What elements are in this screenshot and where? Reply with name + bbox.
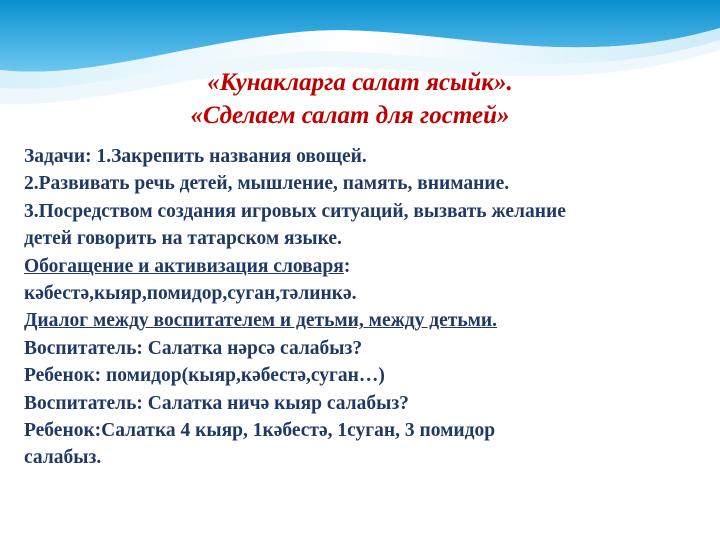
dialog-line-1: Воспитатель: Салатка нәрсә салабыз? bbox=[24, 337, 363, 359]
tasks-line-2: 2.Развивать речь детей, мышление, память, внимание. bbox=[24, 173, 510, 195]
dialog-line-4-continued: салабыз. bbox=[24, 447, 102, 469]
vocabulary-colon: : bbox=[343, 255, 351, 277]
tasks-line-3-continued: детей говорить на татарском языке. bbox=[24, 228, 342, 250]
vocabulary-words: кәбестә,кыяр,помидор,суган,тәлинкә. bbox=[24, 283, 357, 305]
title-line-tatar: «Кунакларга салат ясыйк». bbox=[207, 69, 513, 96]
slide-title bbox=[0, 66, 720, 132]
tasks-line-3: 3.Посредством создания игровых ситуаций, вызвать желание bbox=[24, 200, 566, 222]
dialog-line-4: Ребенок:Салатка 4 кыяр, 1кәбестә, 1суган, 3 помидор bbox=[24, 420, 496, 442]
vocabulary-heading-line bbox=[24, 253, 704, 280]
vocabulary-heading: Обогащение и активизация словаря bbox=[24, 255, 344, 277]
tasks-line-1: Задачи: 1.Закрепить названия овощей. bbox=[24, 146, 367, 167]
dialog-heading: Диалог между воспитателем и детьми, между детьми. bbox=[24, 310, 498, 332]
dialog-line-3: Воспитатель: Салатка ничә кыяр салабыз? bbox=[24, 392, 409, 414]
dialog-line-2: Ребенок: помидор(кыяр,кәбестә,суган…) bbox=[24, 365, 385, 387]
lesson-content bbox=[24, 143, 704, 472]
title-line-russian: «Сделаем салат для гостей» bbox=[190, 102, 510, 129]
